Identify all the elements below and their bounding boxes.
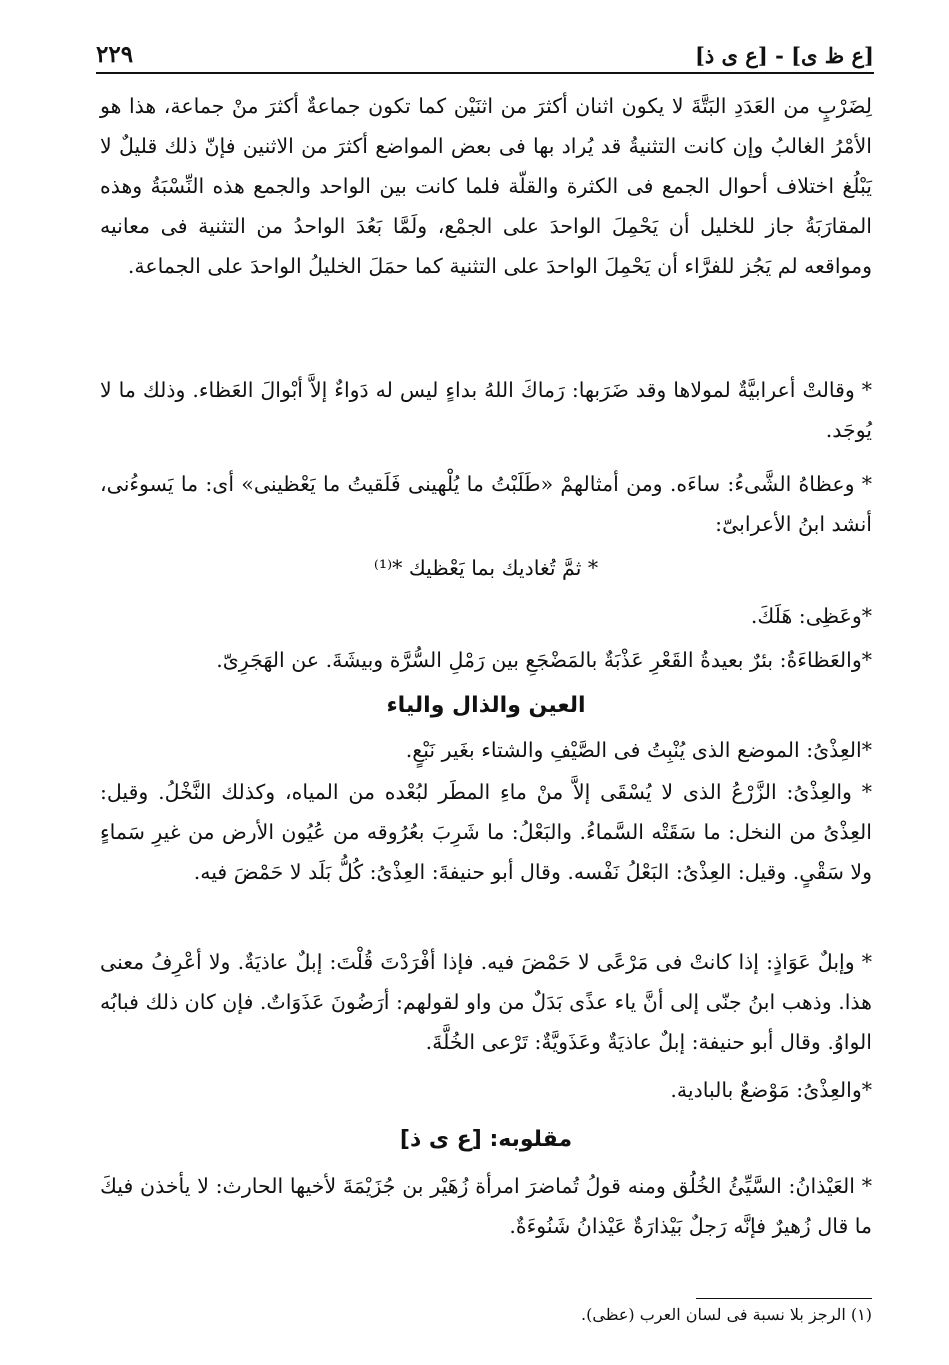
paragraph: *والعَظاءَةُ: بئرٌ بعيدةُ القَعْرِ عَذْبَةٌ بالمَضْجَعِ بين رَمْلِ السُّرَّة وبيشَةَ. عن الهَجَرِىّ.	[216, 648, 872, 672]
paragraph: * وإبلٌ عَوَاذٍ: إذا كانتْ فى مَرْعًى لا حَمْضَ فيه. فإذا أفْرَدْتَ قُلْتَ: إبلٌ عاذيَةٌ. ولا أعْرِفُ معنى هذا. وذهب ابنُ جنّى إلى أنَّ ياء عذًى بَدَلٌ من واو لقولهم: أرَضُونَ عَذَوَاتٌ. فإن كان ذلك فبابُه الواوُ. وقال أبو حنيفة: إبلٌ عاذيَةٌ وعَذَويَّةٌ: تَرْعى الخُلَّةَ.	[100, 950, 872, 1054]
paragraph: * وقالتْ أعرابيَّةٌ لمولاها وقد ضَرَبها: رَماكَ اللهُ بداءٍ ليس له دَواءٌ إلاَّ أبْوالَ العَظاء. وذلك ما لا يُوجَد.	[100, 378, 872, 442]
footnote: (١) الرجز بلا نسبة فى لسان العرب (عظى).	[581, 1305, 872, 1324]
paragraph: * وعظاهُ الشَّىءُ: ساءَه. ومن أمثالهمْ «طَلَبْتُ ما يُلْهينى فَلَقيتُ ما يَعْظينى» أى: ما يَسوءُنى، أنشد ابنُ الأعرابىّ:	[100, 472, 872, 536]
paragraph: لِضَرْبٍ من العَدَدِ البَتَّةَ لا يكون اثنان أكثرَ من اثنَيْن كما تكون جماعةٌ أكثرَ منْ جماعة، هذا هو الأمْرُ الغالبُ وإن كانت التثنيةُ قد يُراد بها فى بعض المواضع أكثرَ من الاثنين فإنّ ذلك قليلٌ لا يَبْلُغ اختلاف أحوال الجمع فى الكثرة والقلّة فلما كانت بين الواحد والجمع هذه النِّسْبَةُ وهذه المقارَبَةُ جاز للخليل أن يَحْمِلَ الواحدَ على الجمْع، ولَمَّا بَعُدَ الواحدُ من التثنية فى معانيه ومواقعه لم يَجُز للفرَّاء أن يَحْمِلَ الواحدَ على التثنية كما حمَلَ الخليلُ الواحدَ على الجماعة.	[100, 94, 872, 278]
page-number: ٢٢٩	[96, 41, 134, 68]
section-heading: مقلوبه: [ع ى ذ]	[399, 1127, 573, 1152]
paragraph: * العَيْذانُ: السَّيِّئُ الخُلُق ومنه قولُ تُماضرَ امرأة زُهَيْر بن جُزَيْمَةَ لأخيها الحارث: لا يأخذن فيكَ ما قال زُهيرٌ فإنَّه رَجلٌ بَيْذارَةٌ عَيْذانُ شَنُوءَةٌ.	[100, 1174, 872, 1238]
body-text	[100, 86, 872, 1246]
page-header	[96, 30, 874, 74]
paragraph: *والعِذْىُ: مَوْضعٌ بالبادية.	[670, 1078, 872, 1102]
section-heading: العين والذال والياء	[386, 693, 586, 718]
running-title: [ع ظ ى] - [ع ى ذ]	[694, 43, 874, 68]
paragraph: *العِذْىُ: الموضع الذى يُنْبِتُ فى الصَّيْفِ والشتاء بغَير نَبْعٍ.	[405, 738, 872, 762]
verse-line: * ثمَّ تُغاديك بما يَعْظيك *⁽¹⁾	[373, 556, 599, 580]
paragraph: * والعِذْىُ: الزَّرْعُ الذى لا يُسْقَى إلاَّ منْ ماءِ المطَر لبُعْده من المياه، وكذلك النَّخْلُ. وقيل: العِذْىُ من النخل: ما سَقَتْه السَّماءُ. والبَعْلُ: ما شَرِبَ بعُرُوقه من عُيُون الأرض من غيرِ سَماءٍ ولا سَقْىٍ. وقيل: العِذْىُ: البَعْلُ نَفْسه. وقال أبو حنيفةَ: العِذْىُ: كُلُّ بَلَد لا حَمْضَ فيه.	[100, 780, 872, 884]
paragraph: *وعَظِى: هَلَكَ.	[750, 604, 872, 628]
footnote-divider	[696, 1298, 872, 1299]
